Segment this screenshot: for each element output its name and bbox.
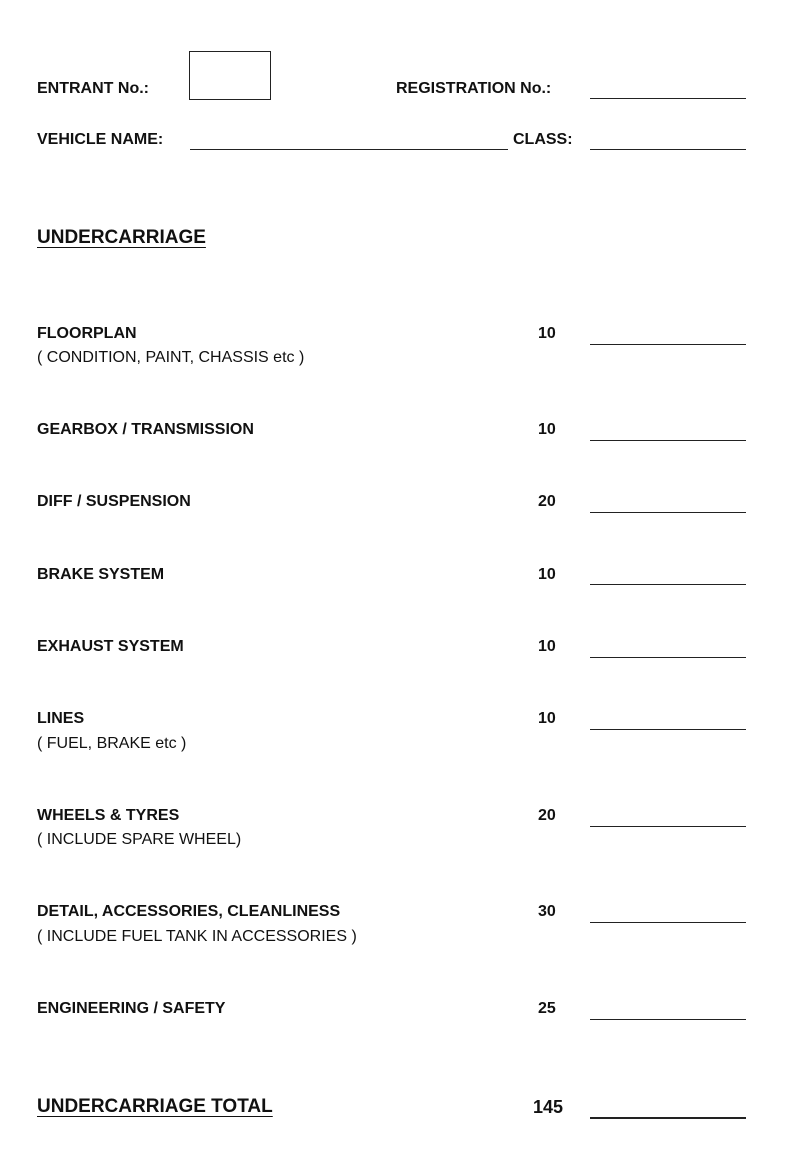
item-score-line[interactable] [590,512,746,513]
item-label: DETAIL, ACCESSORIES, CLEANLINESS [37,903,341,920]
item-note: ( CONDITION, PAINT, CHASSIS etc ) [37,349,305,366]
total-score-line[interactable] [590,1117,746,1119]
item-label: LINES [37,710,85,727]
class-label: CLASS: [513,131,573,148]
entrant-number-label: ENTRANT No.: [37,80,149,97]
item-label: FLOORPLAN [37,325,137,342]
item-max-points: 10 [538,566,556,583]
item-label: WHEELS & TYRES [37,807,180,824]
item-note: ( FUEL, BRAKE etc ) [37,735,187,752]
total-label: UNDERCARRIAGE TOTAL [37,1096,273,1117]
item-label: EXHAUST SYSTEM [37,638,184,655]
registration-number-line[interactable] [590,98,746,99]
item-note: ( INCLUDE SPARE WHEEL) [37,831,242,848]
item-score-line[interactable] [590,344,746,345]
item-label: GEARBOX / TRANSMISSION [37,421,254,438]
item-max-points: 10 [538,638,556,655]
item-note: ( INCLUDE FUEL TANK IN ACCESSORIES ) [37,928,357,945]
item-score-line[interactable] [590,657,746,658]
total-max-points: 145 [533,1097,564,1117]
vehicle-name-line[interactable] [190,149,508,150]
item-max-points: 20 [538,807,556,824]
vehicle-name-label: VEHICLE NAME: [37,131,164,148]
section-heading: UNDERCARRIAGE [37,227,206,248]
item-max-points: 20 [538,493,556,510]
class-line[interactable] [590,149,746,150]
item-max-points: 10 [538,421,556,438]
item-score-line[interactable] [590,922,746,923]
item-max-points: 10 [538,325,556,342]
entrant-number-box[interactable] [189,51,271,100]
item-max-points: 10 [538,710,556,727]
item-label: ENGINEERING / SAFETY [37,1000,226,1017]
item-label: DIFF / SUSPENSION [37,493,191,510]
item-score-line[interactable] [590,440,746,441]
item-label: BRAKE SYSTEM [37,566,165,583]
item-score-line[interactable] [590,729,746,730]
item-score-line[interactable] [590,826,746,827]
registration-number-label: REGISTRATION No.: [396,80,552,97]
item-max-points: 30 [538,903,556,920]
item-score-line[interactable] [590,1019,746,1020]
item-score-line[interactable] [590,584,746,585]
item-max-points: 25 [538,1000,556,1017]
